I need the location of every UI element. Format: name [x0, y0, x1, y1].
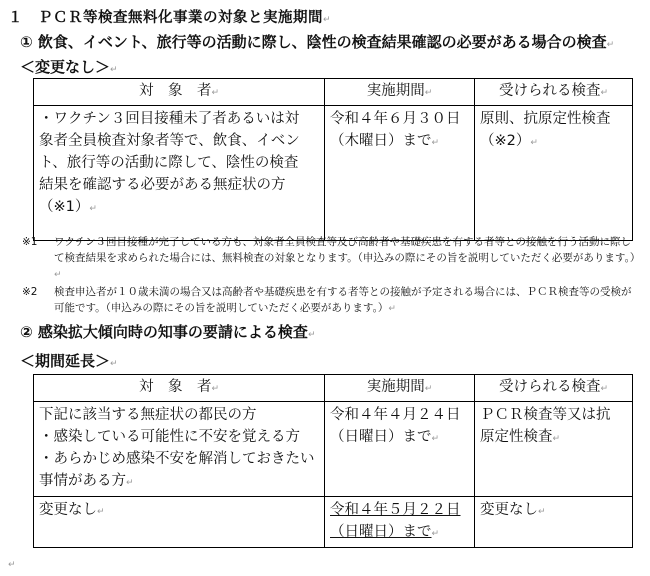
header-test: 受けられる検査↵ [475, 79, 633, 106]
cell-test: ＰＣＲ検査等又は抗 原定性検査↵ [475, 402, 633, 497]
cell-period: 令和４年５月２２日 （日曜日）まで↵ [325, 497, 475, 548]
table-header-row [34, 79, 633, 106]
header-target: 対 象 者↵ [34, 375, 325, 402]
header-period: 実施期間↵ [325, 79, 475, 106]
header-period: 実施期間↵ [325, 375, 475, 402]
footnote-2 [22, 284, 637, 317]
footnote-label: ※2 [22, 286, 38, 298]
header-test: 受けられる検査↵ [475, 375, 633, 402]
footnote-text: ワクチン３回目接種が完了している方も、対象者全員検査等及び高齢者や基礎疾患を有する者等との接触を行う活動に際して検査結果を求められた場合には、無料検査の対象となります。（申込みの際にその旨を説明していただく必要があります。）↵ [54, 236, 641, 280]
cell-test: 原則、抗原定性検査 （※2）↵ [475, 106, 633, 241]
section1-status: ＜変更なし＞↵ [20, 58, 118, 76]
section2-title: ② 感染拡大傾向時の知事の要請による検査↵ [20, 323, 316, 341]
cell-target: 変更なし↵ [34, 497, 325, 548]
footnote-1 [22, 234, 641, 283]
table-header-row [34, 375, 633, 402]
cell-period: 令和４年６月３０日 （木曜日）まで↵ [325, 106, 475, 241]
section2-table [33, 374, 633, 548]
cell-period: 令和４年４月２４日 （日曜日）まで↵ [325, 402, 475, 497]
footnote-label: ※1 [22, 236, 38, 248]
footnotes [22, 234, 641, 318]
header-target: 対 象 者↵ [34, 79, 325, 106]
table-row [34, 402, 633, 497]
footnote-text: 検査申込者が１０歳未満の場合又は高齢者や基礎疾患を有する者等との接触が予定される場合には、ＰＣＲ検査等の受検が可能です。（申込みの際にその旨を説明していただく必要があります。）↵ [54, 286, 632, 314]
cell-test: 変更なし↵ [475, 497, 633, 548]
document-heading: １ ＰＣＲ等検査無料化事業の対象と実施期間↵ [8, 10, 332, 26]
table-row [34, 106, 633, 241]
section1-table [33, 78, 633, 241]
section2-status: ＜期間延長＞↵ [20, 352, 118, 370]
section1-title: ① 飲食、イベント、旅行等の活動に際し、陰性の検査結果確認の必要がある場合の検査↵ [20, 33, 615, 51]
paragraph-mark-icon: ↵ [8, 560, 16, 570]
table-row [34, 497, 633, 548]
cell-target: ・ワクチン３回目接種未了者あるいは対 象者全員検査対象者等で、飲食、イベン ト、旅行等の活動に際して、陰性の検査 結果を確認する必要がある無症状の方 （※1）↵ [34, 106, 325, 241]
cell-target: 下記に該当する無症状の都民の方 ・感染している可能性に不安を覚える方 ・あらかじめ感染不安を解消しておきたい 事情がある方↵ [34, 402, 325, 497]
